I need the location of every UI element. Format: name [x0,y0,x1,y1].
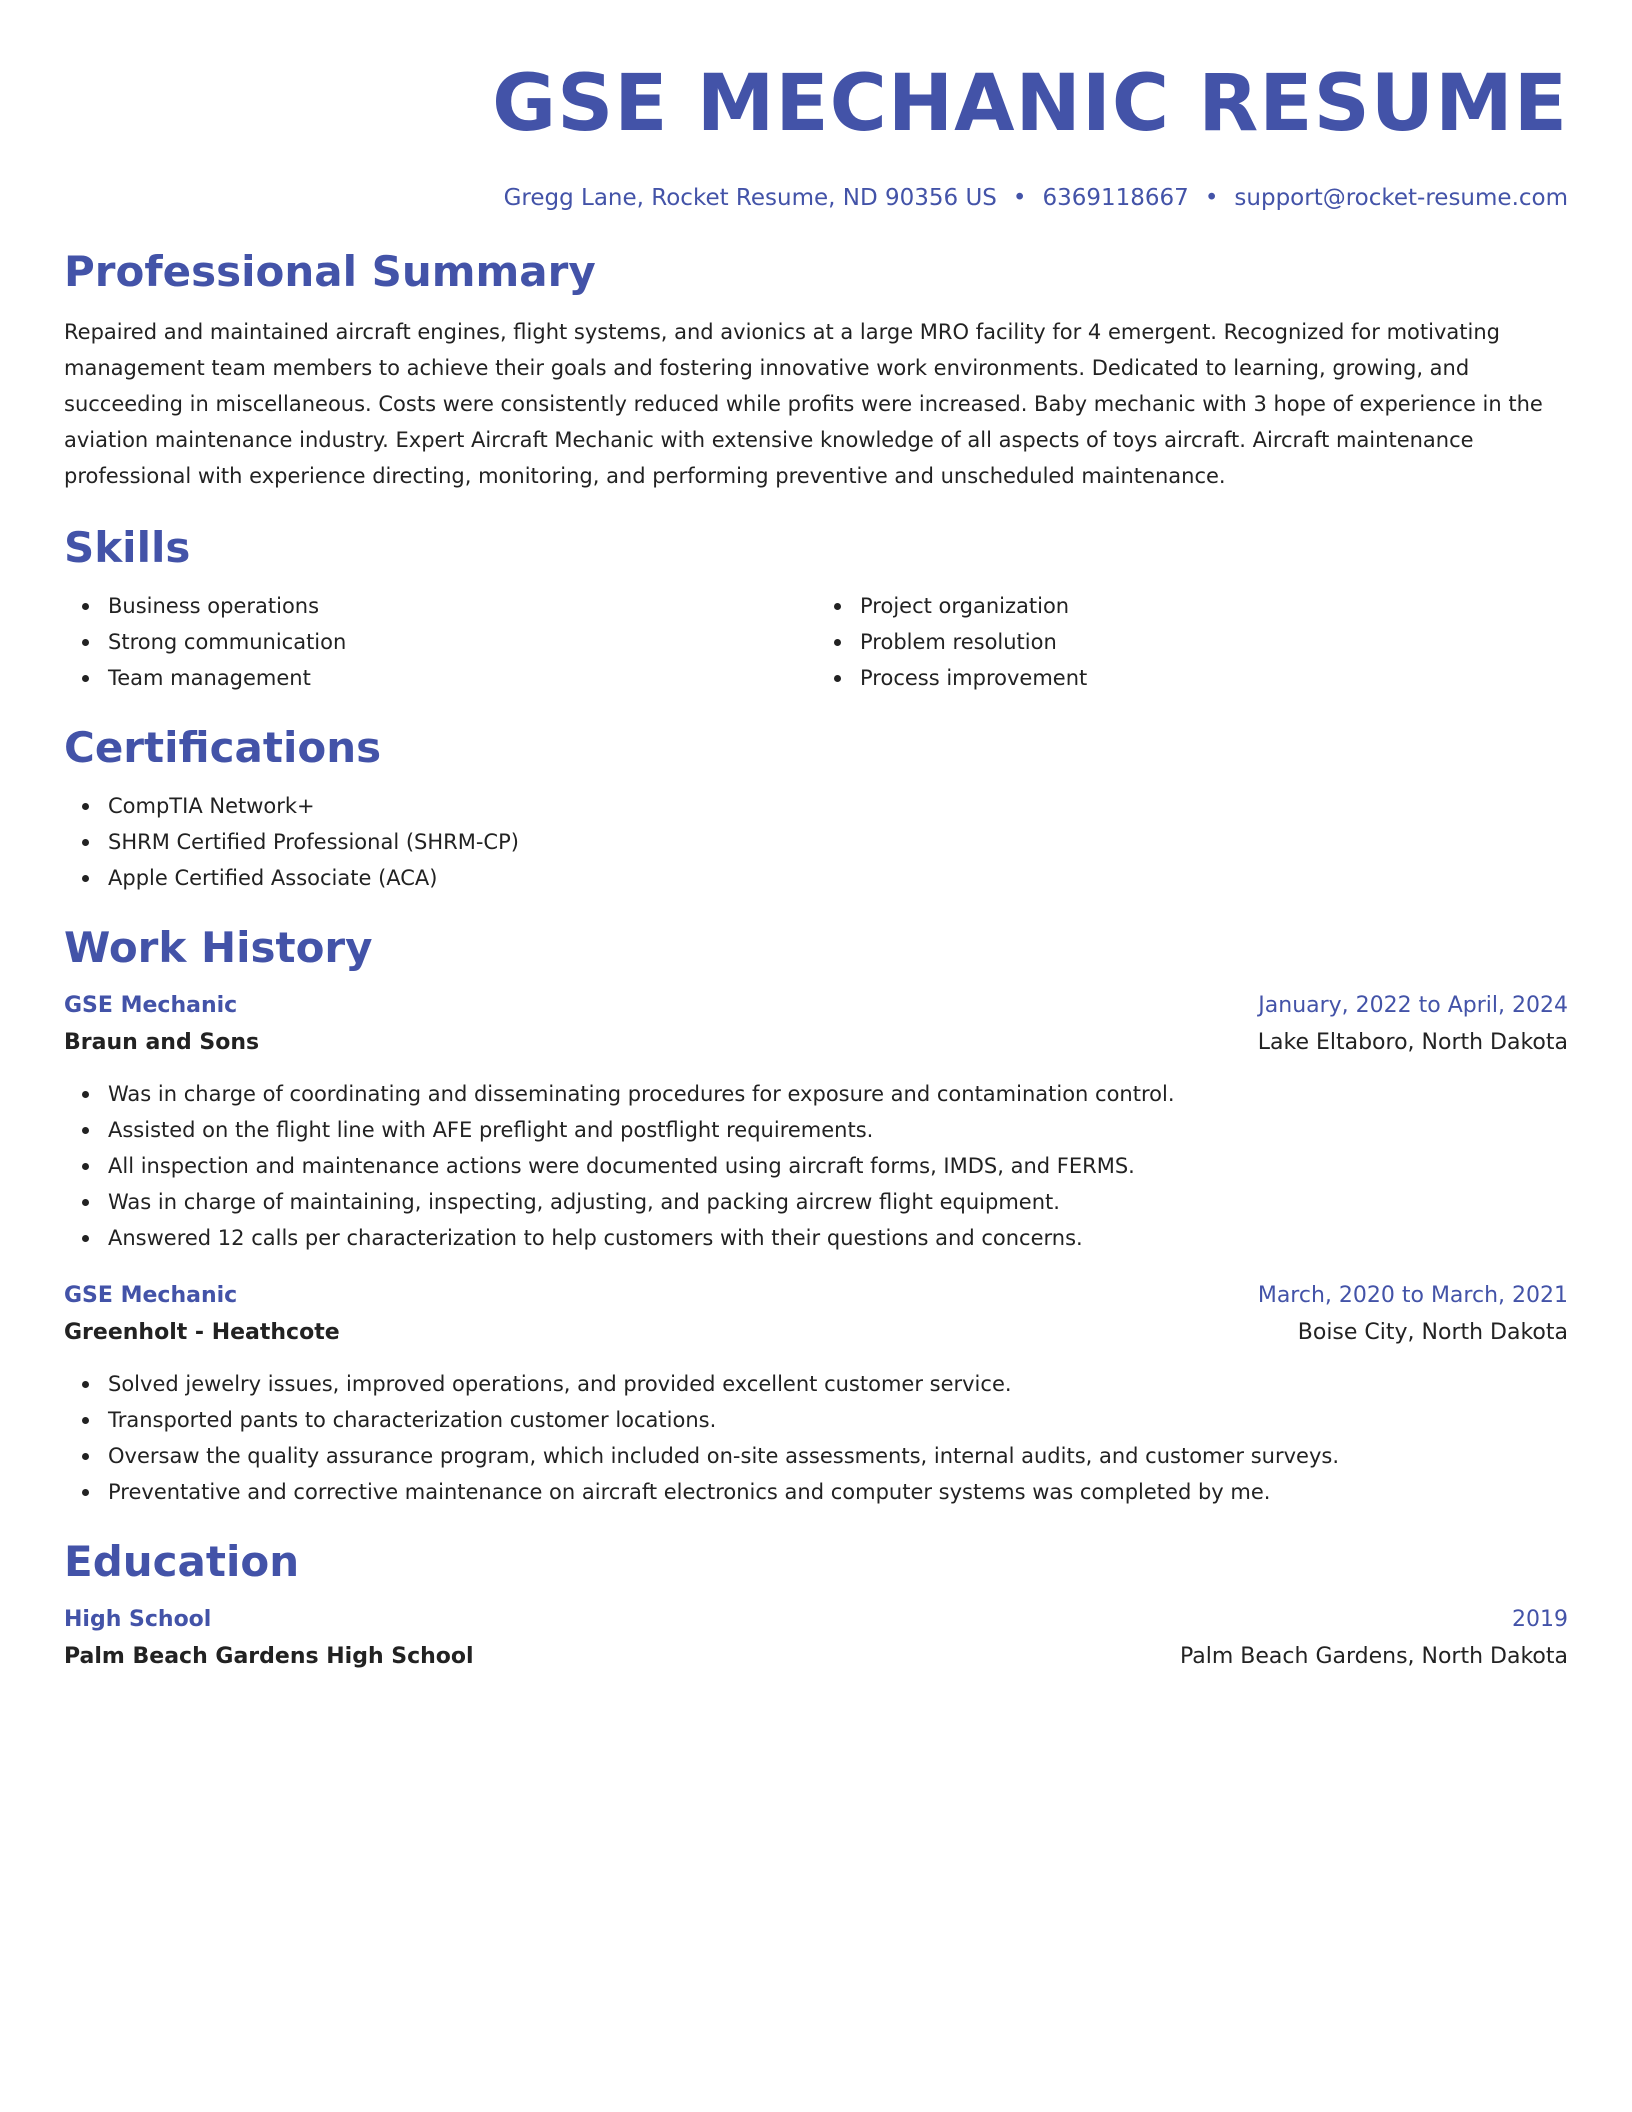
job-dates: January, 2022 to April, 2024 [1258,993,1568,1018]
list-item: Process improvement [860,660,1568,696]
skills-list-right [816,588,1568,696]
job-employer-row [64,1024,1568,1062]
job-header-row [64,988,1568,1024]
job-duties-list [64,1366,1568,1510]
job-entry [64,988,1568,1256]
list-item: Problem resolution [860,624,1568,660]
work-heading: Work History [64,923,373,972]
list-item: Apple Certified Associate (ACA) [108,860,1568,896]
contact-email: support@rocket-resume.com [1234,185,1568,211]
skills-columns [64,588,1568,696]
contact-separator: • [1012,185,1027,211]
list-item: Answered 12 calls per characterization to help customers with their questions and concerns. [108,1220,1568,1256]
skills-heading: Skills [64,523,191,572]
resume-title: GSE MECHANIC RESUME [492,59,1568,149]
work-section [64,922,1568,1510]
job-title: GSE Mechanic [64,993,238,1018]
contact-phone: 6369118667 [1042,185,1189,211]
list-item: Strong communication [108,624,816,660]
education-degree: High School [64,1607,212,1632]
job-employer: Greenholt - Heathcote [64,1320,340,1345]
job-employer-row [64,1314,1568,1352]
job-dates: March, 2020 to March, 2021 [1257,1283,1568,1308]
list-item: Assisted on the flight line with AFE preflight and postflight requirements. [108,1112,1568,1148]
skills-section [64,522,1568,696]
resume-page [64,0,1568,1676]
job-duties-list [64,1076,1568,1256]
list-item: Solved jewelry issues, improved operations, and provided excellent customer service. [108,1366,1568,1402]
job-employer: Braun and Sons [64,1030,260,1055]
summary-text: Repaired and maintained aircraft engines, flight systems, and avionics at a large MRO facility for 4 emergent. Recognized for motivating management team members to achieve their goals and fostering innovative work environments. Dedicated to learning, growing, and succeeding in miscellaneous. Costs were consistently reduced while profits were increased. Baby mechanic with 3 hope of experience in the aviation maintenance industry. Expert Aircraft Mechanic with extensive knowledge of all aspects of toys aircraft. Aircraft maintenance professional with experience directing, monitoring, and performing preventive and unscheduled maintenance. [64,320,1543,488]
education-heading: Education [64,1537,300,1586]
summary-section [64,246,1568,494]
job-location: Lake Eltaboro, North Dakota [1257,1030,1568,1055]
list-item: All inspection and maintenance actions were documented using aircraft forms, IMDS, and FERMS. [108,1148,1568,1184]
list-item: Was in charge of maintaining, inspecting, adjusting, and packing aircrew flight equipment. [108,1184,1568,1220]
summary-heading: Professional Summary [64,247,596,296]
list-item: Project organization [860,588,1568,624]
education-school: Palm Beach Gardens High School [64,1644,474,1669]
list-item: Oversaw the quality assurance program, which included on-site assessments, internal audits, and customer surveys. [108,1438,1568,1474]
contact-separator: • [1204,185,1219,211]
certifications-section [64,722,1568,896]
list-item: Business operations [108,588,816,624]
list-item: Team management [108,660,816,696]
education-school-row [64,1638,1568,1676]
list-item: SHRM Certified Professional (SHRM-CP) [108,824,1568,860]
job-location: Boise City, North Dakota [1297,1320,1568,1345]
list-item: Preventative and corrective maintenance on aircraft electronics and computer systems was completed by me. [108,1474,1568,1510]
list-item: CompTIA Network+ [108,788,1568,824]
certifications-list [64,788,1568,896]
job-title: GSE Mechanic [64,1283,238,1308]
list-item: Was in charge of coordinating and disseminating procedures for exposure and contamination control. [108,1076,1568,1112]
education-section [64,1536,1568,1676]
education-year: 2019 [1512,1607,1568,1632]
contact-line [64,182,1568,214]
contact-address: Gregg Lane, Rocket Resume, ND 90356 US [503,185,997,211]
job-entry [64,1278,1568,1510]
certifications-heading: Certifications [64,723,382,772]
skills-list-left [64,588,816,696]
education-header-row [64,1602,1568,1638]
education-location: Palm Beach Gardens, North Dakota [1180,1644,1568,1669]
list-item: Transported pants to characterization customer locations. [108,1402,1568,1438]
job-header-row [64,1278,1568,1314]
